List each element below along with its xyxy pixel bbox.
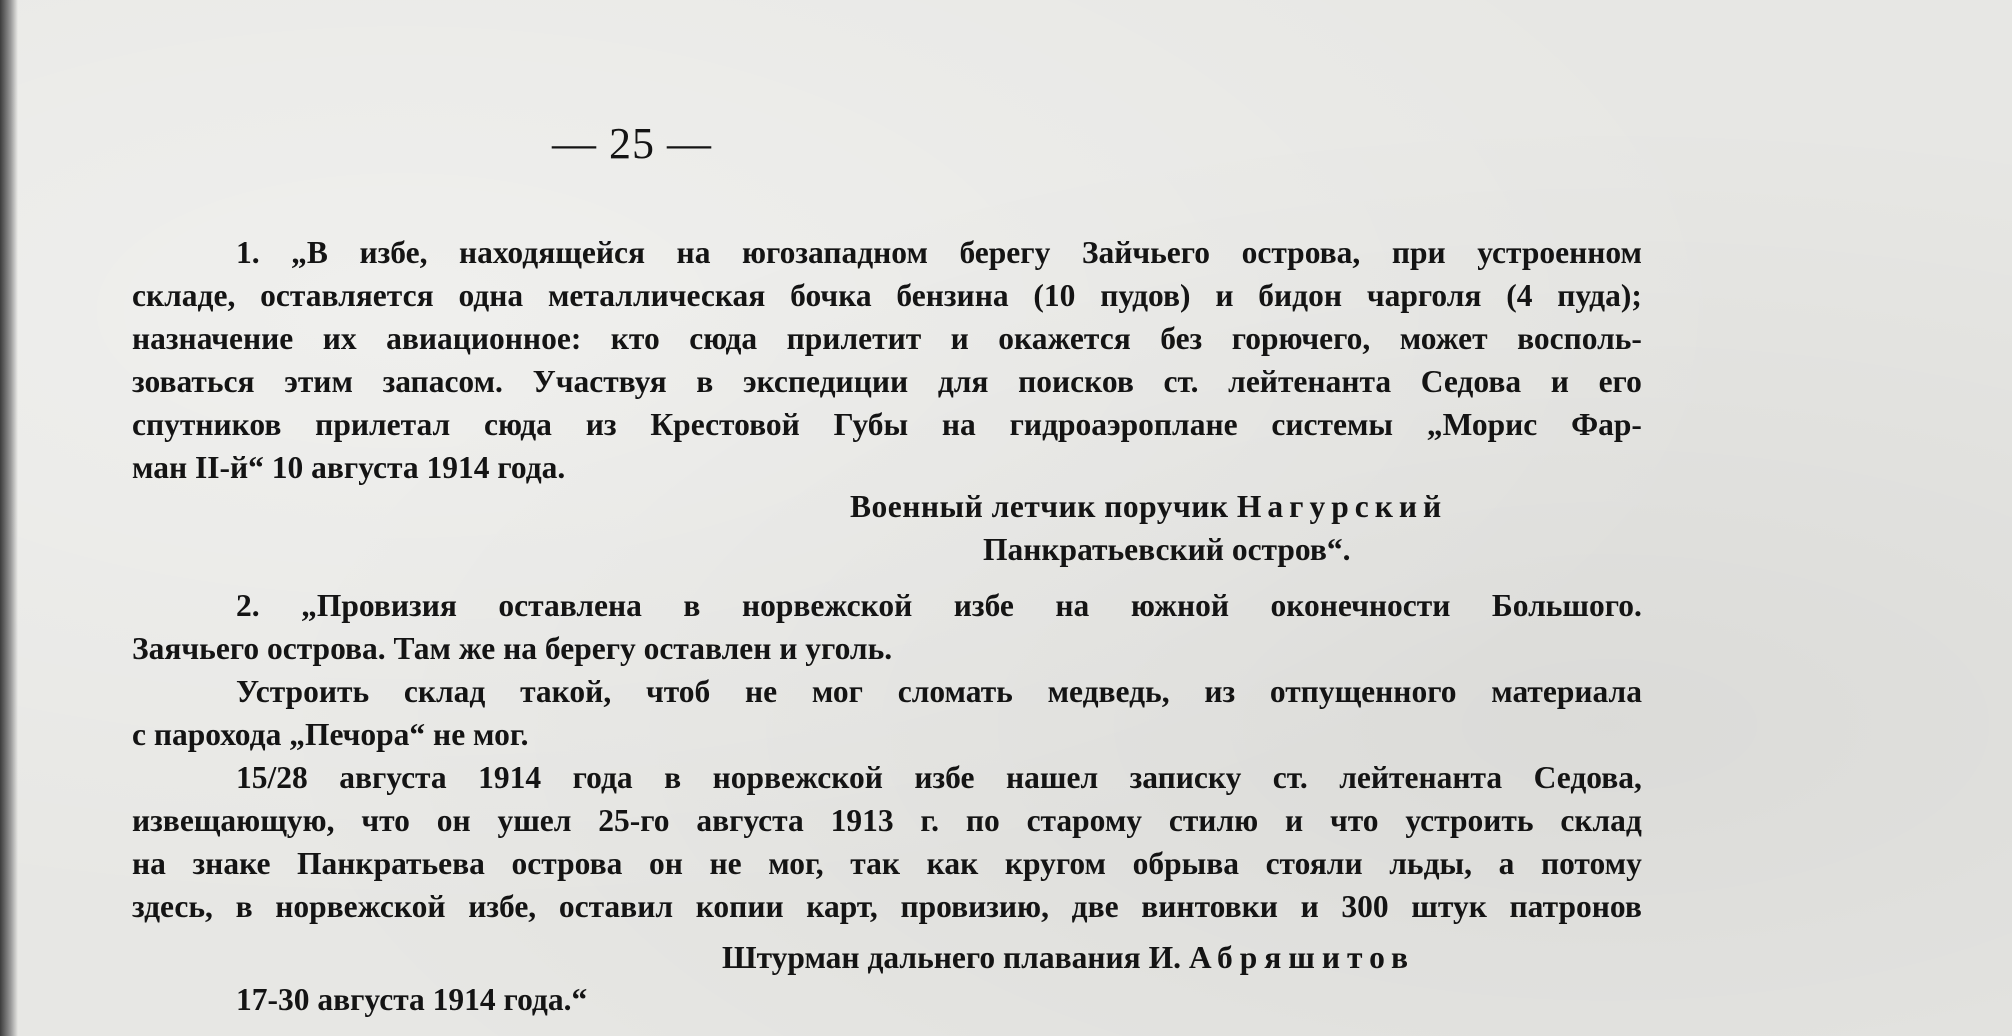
word: чарголя	[1366, 278, 1482, 313]
word: без	[1160, 321, 1203, 356]
word: пудов)	[1100, 278, 1191, 313]
text-line: с парохода „Печора“ не мог.	[132, 717, 529, 752]
word: штук	[1411, 889, 1487, 924]
text-line	[132, 584, 1642, 627]
word: здесь,	[132, 889, 213, 924]
word: 1.	[236, 235, 260, 270]
word: поисков	[1018, 364, 1134, 399]
word: в	[683, 588, 701, 623]
word: кругом	[1004, 846, 1106, 881]
word: запасом.	[382, 364, 503, 399]
word: нашел	[1005, 760, 1099, 795]
word: и	[1285, 803, 1304, 838]
word: копии	[695, 889, 784, 924]
text-line	[132, 670, 1642, 713]
word: „Провизия	[301, 588, 457, 623]
word: кто	[610, 321, 660, 356]
word: системы	[1271, 407, 1394, 442]
text-line: Заячьего острова. Там же на берегу оставлен и уголь.	[132, 631, 893, 666]
word: бензина	[896, 278, 1009, 313]
word: при	[1391, 235, 1446, 270]
word: извещающую,	[132, 803, 335, 838]
signature-date: 17-30 августа 1914 года.“	[236, 982, 588, 1017]
word: Седова	[1420, 364, 1522, 399]
word: избе	[914, 760, 975, 795]
word: он	[648, 846, 683, 881]
word: югозападном	[741, 235, 928, 270]
word: 1914	[478, 760, 542, 795]
word: 25-го	[598, 803, 670, 838]
word: отпущенного	[1269, 674, 1457, 709]
word: винтовки	[1141, 889, 1278, 924]
signature-title: Штурман дальнего плавания И.	[722, 940, 1181, 975]
signature-name: Абряшитов	[1188, 940, 1416, 975]
signature-name: Нагурский	[1236, 489, 1448, 524]
word: потому	[1540, 846, 1642, 881]
word: августа	[696, 803, 804, 838]
word: пуда);	[1557, 278, 1642, 313]
word: что	[361, 803, 410, 838]
word: чтоб	[645, 674, 711, 709]
word: не	[709, 846, 742, 881]
word: мог	[811, 674, 863, 709]
word: бочка	[790, 278, 872, 313]
word: льды,	[1389, 846, 1472, 881]
word: августа	[339, 760, 447, 795]
word: Панкратьева	[297, 846, 485, 881]
word: в	[664, 760, 682, 795]
text-line	[132, 360, 1642, 403]
word: избе,	[468, 889, 537, 924]
page-number: — 25 —	[552, 119, 712, 168]
word: сломать	[897, 674, 1013, 709]
word: одна	[458, 278, 524, 313]
text-line	[132, 885, 1642, 928]
word: и	[950, 321, 969, 356]
word: записку	[1129, 760, 1242, 795]
word: материала	[1491, 674, 1642, 709]
word: на	[1055, 588, 1090, 623]
word: восполь-	[1517, 321, 1642, 356]
word: обрыва	[1132, 846, 1239, 881]
text-line	[132, 403, 1642, 446]
text-line	[132, 799, 1642, 842]
word: назначение	[132, 321, 294, 356]
word: (10	[1033, 278, 1076, 313]
word: находящейся	[458, 235, 646, 270]
word: спутников	[132, 407, 282, 442]
word: 1913	[830, 803, 894, 838]
word: горючего,	[1231, 321, 1371, 356]
word: такой,	[520, 674, 612, 709]
word: а	[1498, 846, 1515, 881]
word: сюда	[689, 321, 758, 356]
document-page	[132, 0, 1642, 1036]
word: этим	[284, 364, 353, 399]
word: „Морис	[1426, 407, 1538, 442]
word: года	[572, 760, 633, 795]
text-line: ман II-й“ 10 августа 1914 года.	[132, 450, 566, 485]
word: прилетит	[786, 321, 922, 356]
word: норвежской	[741, 588, 913, 623]
word: Устроить	[236, 674, 370, 709]
word: авиационное:	[386, 321, 582, 356]
text-line	[132, 842, 1642, 885]
word: их	[322, 321, 357, 356]
word: острова,	[1241, 235, 1361, 270]
text-line	[132, 231, 1642, 274]
word: и	[1300, 889, 1319, 924]
word: знаке	[192, 846, 271, 881]
signature-title: Военный летчик поручик	[850, 489, 1229, 524]
word: 15/28	[236, 760, 308, 795]
word: так	[850, 846, 901, 881]
word: мог,	[768, 846, 824, 881]
word: ст.	[1163, 364, 1199, 399]
word: Губы	[833, 407, 909, 442]
word: Седова,	[1533, 760, 1642, 795]
word: острова	[511, 846, 623, 881]
word: карт,	[806, 889, 878, 924]
word: устроить	[1405, 803, 1534, 838]
word: устроенном	[1477, 235, 1642, 270]
word: лейтенанта	[1228, 364, 1392, 399]
scan-edge	[0, 0, 18, 1036]
word: Большого.	[1491, 588, 1642, 623]
word: берегу	[959, 235, 1051, 270]
word: зоваться	[132, 364, 255, 399]
word: оставляется	[260, 278, 434, 313]
paragraph-1	[132, 231, 1642, 489]
word: лейтенанта	[1339, 760, 1503, 795]
word: провизию,	[900, 889, 1050, 924]
word: и	[1215, 278, 1234, 313]
word: прилетал	[315, 407, 451, 442]
word: может	[1399, 321, 1488, 356]
word: патронов	[1509, 889, 1642, 924]
word: Участвуя	[532, 364, 667, 399]
paragraph-2	[132, 584, 1642, 928]
word: две	[1071, 889, 1119, 924]
word: избе	[953, 588, 1014, 623]
word: и	[1550, 364, 1569, 399]
word: южной	[1130, 588, 1230, 623]
word: его	[1598, 364, 1642, 399]
word: стояли	[1265, 846, 1363, 881]
word: в	[235, 889, 253, 924]
word: оставил	[558, 889, 674, 924]
word: для	[937, 364, 989, 399]
word: старому	[1026, 803, 1143, 838]
word: г.	[920, 803, 940, 838]
word: на	[941, 407, 976, 442]
word: стилю	[1168, 803, 1259, 838]
word: как	[926, 846, 979, 881]
signature-nagursky	[850, 489, 1447, 525]
word: на	[132, 846, 166, 881]
word: оконечности	[1270, 588, 1451, 623]
word: складе,	[132, 278, 236, 313]
word: (4	[1506, 278, 1533, 313]
word: на	[676, 235, 711, 270]
word: норвежской	[275, 889, 446, 924]
word: медведь,	[1047, 674, 1170, 709]
word: не	[745, 674, 778, 709]
word: 2.	[236, 588, 260, 623]
word: 300	[1341, 889, 1389, 924]
word: ст.	[1272, 760, 1308, 795]
word: оставлена	[498, 588, 642, 623]
word: избе,	[359, 235, 428, 270]
word: по	[965, 803, 1000, 838]
word: норвежской	[712, 760, 883, 795]
word: что	[1329, 803, 1379, 838]
word: сюда	[484, 407, 552, 442]
word: Крестовой	[650, 407, 800, 442]
word: гидроаэроплане	[1009, 407, 1238, 442]
word: бидон	[1258, 278, 1343, 313]
word: из	[585, 407, 617, 442]
word: из	[1204, 674, 1236, 709]
word: окажется	[998, 321, 1131, 356]
word: склад	[403, 674, 486, 709]
text-line	[132, 756, 1642, 799]
word: в	[696, 364, 714, 399]
text-line	[132, 317, 1642, 360]
word: он	[436, 803, 471, 838]
word: экспедиции	[742, 364, 909, 399]
text-line	[132, 274, 1642, 317]
signature-abryashitov	[722, 940, 1415, 976]
signature-place: Панкратьевский остров“.	[983, 532, 1351, 567]
word: Зайчьего	[1081, 235, 1211, 270]
word: ушел	[497, 803, 572, 838]
word: склад	[1560, 803, 1642, 838]
word: металлическая	[547, 278, 766, 313]
word: Фар-	[1571, 407, 1642, 442]
word: „В	[291, 235, 328, 270]
